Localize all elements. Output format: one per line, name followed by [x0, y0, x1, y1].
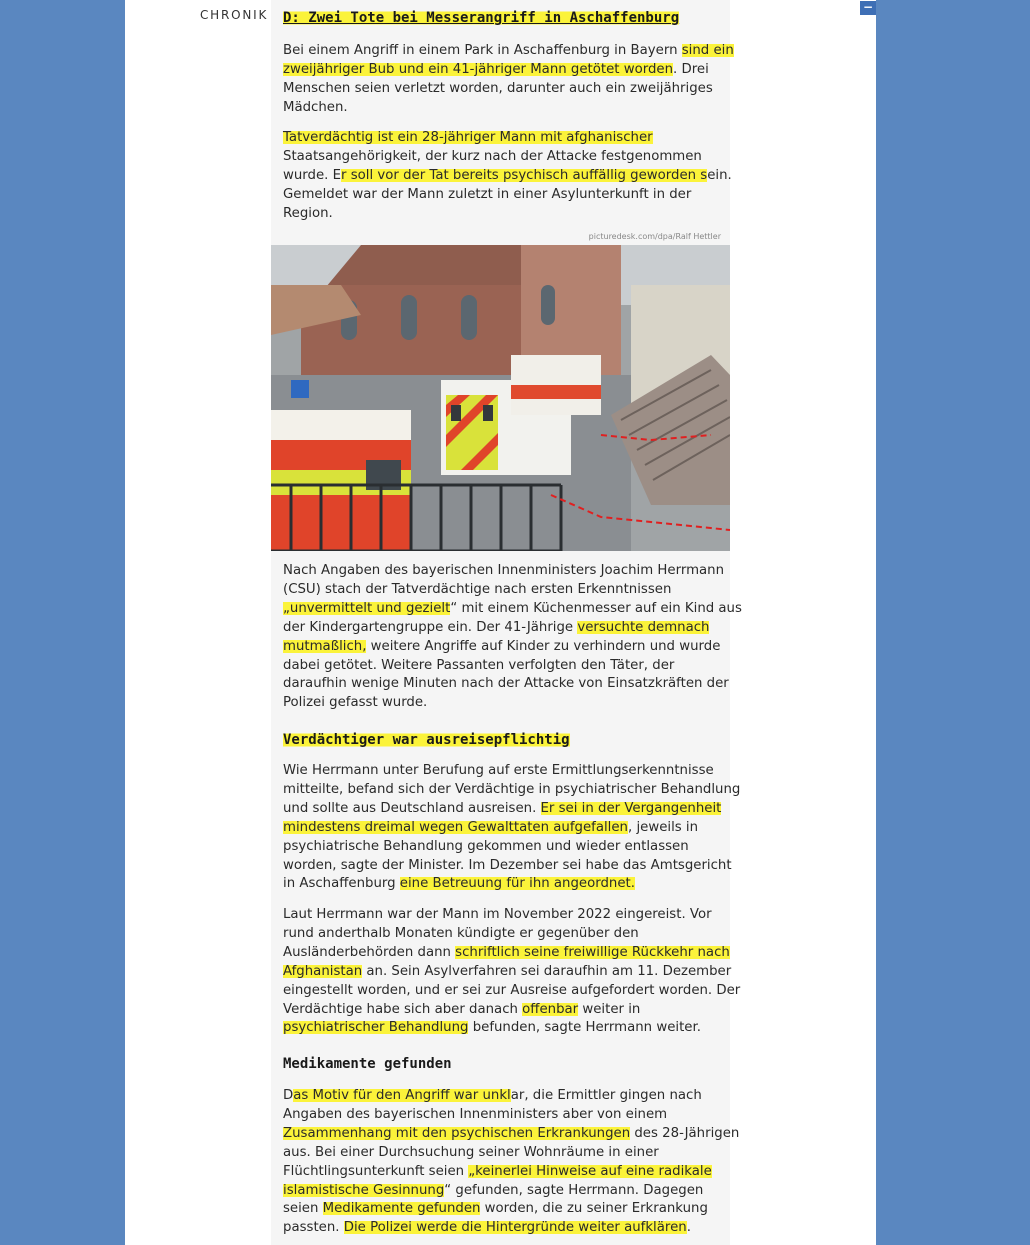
p5-highlight-d: offenbar [522, 1001, 579, 1017]
collapse-button[interactable]: − [860, 1, 876, 15]
p4-text-c: , jeweils in psychiatrische Behandlung gekommen und wieder entlassen worden, sagte der Minister. Im Dezember sei habe das Amtsgericht in Aschaffenburg [283, 819, 732, 892]
subheading-1 [271, 732, 754, 748]
p6-highlight-b: as Motiv für den Angriff war unkl [293, 1088, 511, 1103]
p6-highlight-f: „keinerlei Hinweise auf eine radikale islamistische Gesinnung [283, 1163, 712, 1198]
paragraph-5 [271, 906, 754, 1038]
p6-highlight-d: Zusammenhang mit den psychischen Erkrankungen [283, 1125, 631, 1141]
article-photo [271, 245, 730, 551]
paragraph-3 [271, 562, 754, 713]
p2-highlight-a: Tatverdächtig ist ein 28-jähriger Mann mit afghanischer [283, 130, 653, 145]
page [125, 0, 876, 1245]
p6-text-a: D [283, 1088, 294, 1103]
p3-text-e: weitere Angriffe auf Kinder zu verhindern und wurde dabei getötet. Weitere Passanten verfolgten den Täter, der daraufhin wenige Minuten nach der Attacke von Einsatzkräften der Polizei gefasst wurde. [283, 638, 729, 711]
article-card [271, 0, 874, 1245]
p5-text-e: weiter in [578, 1001, 641, 1017]
p4-text-a: Wie Herrmann unter Berufung auf erste Ermittlungserkenntnisse mitteilte, befand sich der Verdächtige in psychiatrischer Behandlung und sollte aus Deutschland ausreisen. [283, 763, 741, 816]
p5-highlight-b: schriftlich seine freiwillige Rückkehr nach Afghanistan [283, 944, 730, 979]
paragraph-6 [271, 1087, 754, 1238]
p6-text-i: worden, die zu seiner Erkrankung passten. [283, 1201, 708, 1236]
p3-highlight-d: versuchte demnach mutmaßlich, [283, 619, 710, 654]
p1-highlight: sind ein zweijähriger Bub und ein 41-jähriger Mann getötet worden [283, 43, 734, 77]
paragraph-2 [271, 129, 754, 224]
subheading-1-text: Verdächtiger war ausreisepflichtig [283, 732, 570, 748]
photo-credit: picturedesk.com/dpa/Ralf Hettler [588, 232, 721, 241]
p6-text-g: “ gefunden, sagte Herrmann. Dagegen seien [283, 1182, 704, 1217]
article-title [271, 10, 691, 26]
p2-text-b: Staatsangehörigkeit, der kurz nach der Attacke festgenommen wurde. E [283, 148, 702, 183]
p5-text-c: an. Sein Asylverfahren sei daraufhin am 11. Dezember eingestellt worden, und er sei zur Ausreise aufgefordert worden. Der Verdächtige habe sich aber danach [283, 963, 741, 1017]
p6-highlight-h: Medikamente gefunden [322, 1201, 481, 1217]
p3-text-c: “ mit einem Küchenmesser auf ein Kind aus der Kindergartengruppe ein. Der 41-Jährige [283, 600, 742, 635]
p6-text-e: des 28-Jährigen aus. Bei einer Durchsuchung seiner Wohnräume in einer Flüchtlingsunterkunft seien [283, 1125, 740, 1179]
p5-text-a: Laut Herrmann war der Mann im November 2022 eingereist. Vor rund anderthalb Monaten kündigte er gegenüber den Ausländerbehörden dann [283, 907, 712, 960]
paragraph-1 [271, 42, 754, 118]
p2-text-d: ein. Gemeldet war der Mann zuletzt in einer Asylunterkunft in der Region. [283, 167, 732, 221]
ambulance-scene-image [271, 245, 730, 551]
p2-highlight-c: r soll vor der Tat bereits psychisch auffällig geworden s [341, 167, 708, 183]
p4-highlight-b: Er sei in der Vergangenheit mindestens dreimal wegen Gewalttaten aufgefallen [283, 800, 722, 835]
p4-highlight-d: eine Betreuung für ihn angeordnet. [399, 876, 635, 892]
p5-highlight-f: psychiatrischer Behandlung [283, 1020, 469, 1036]
p6-text-k: . [686, 1220, 691, 1236]
section-label[interactable]: CHRONIK [200, 8, 269, 22]
subheading-2: Medikamente gefunden [283, 1056, 452, 1072]
p6-highlight-j: Die Polizei werde die Hintergründe weiter aufklären [343, 1220, 687, 1236]
p3-text-a: Nach Angaben des bayerischen Innenministers Joachim Herrmann (CSU) stach der Tatverdächtige nach ersten Erkenntnissen [283, 563, 725, 597]
p5-text-g: befunden, sagte Herrmann weiter. [468, 1020, 701, 1036]
paragraph-4 [271, 762, 754, 894]
p1-text-a: Bei einem Angriff in einem Park in Aschaffenburg in Bayern [283, 43, 682, 58]
p1-text-c: . Drei Menschen seien verletzt worden, darunter auch ein zweijähriges Mädchen. [283, 61, 713, 115]
p6-text-c: ar, die Ermittler gingen nach Angaben des bayerischen Innenministers aber von einem [283, 1088, 702, 1122]
p3-highlight-b: „unvermittelt und gezielt [283, 600, 451, 616]
article-title-text: D: Zwei Tote bei Messerangriff in Aschaffenburg [283, 10, 680, 26]
